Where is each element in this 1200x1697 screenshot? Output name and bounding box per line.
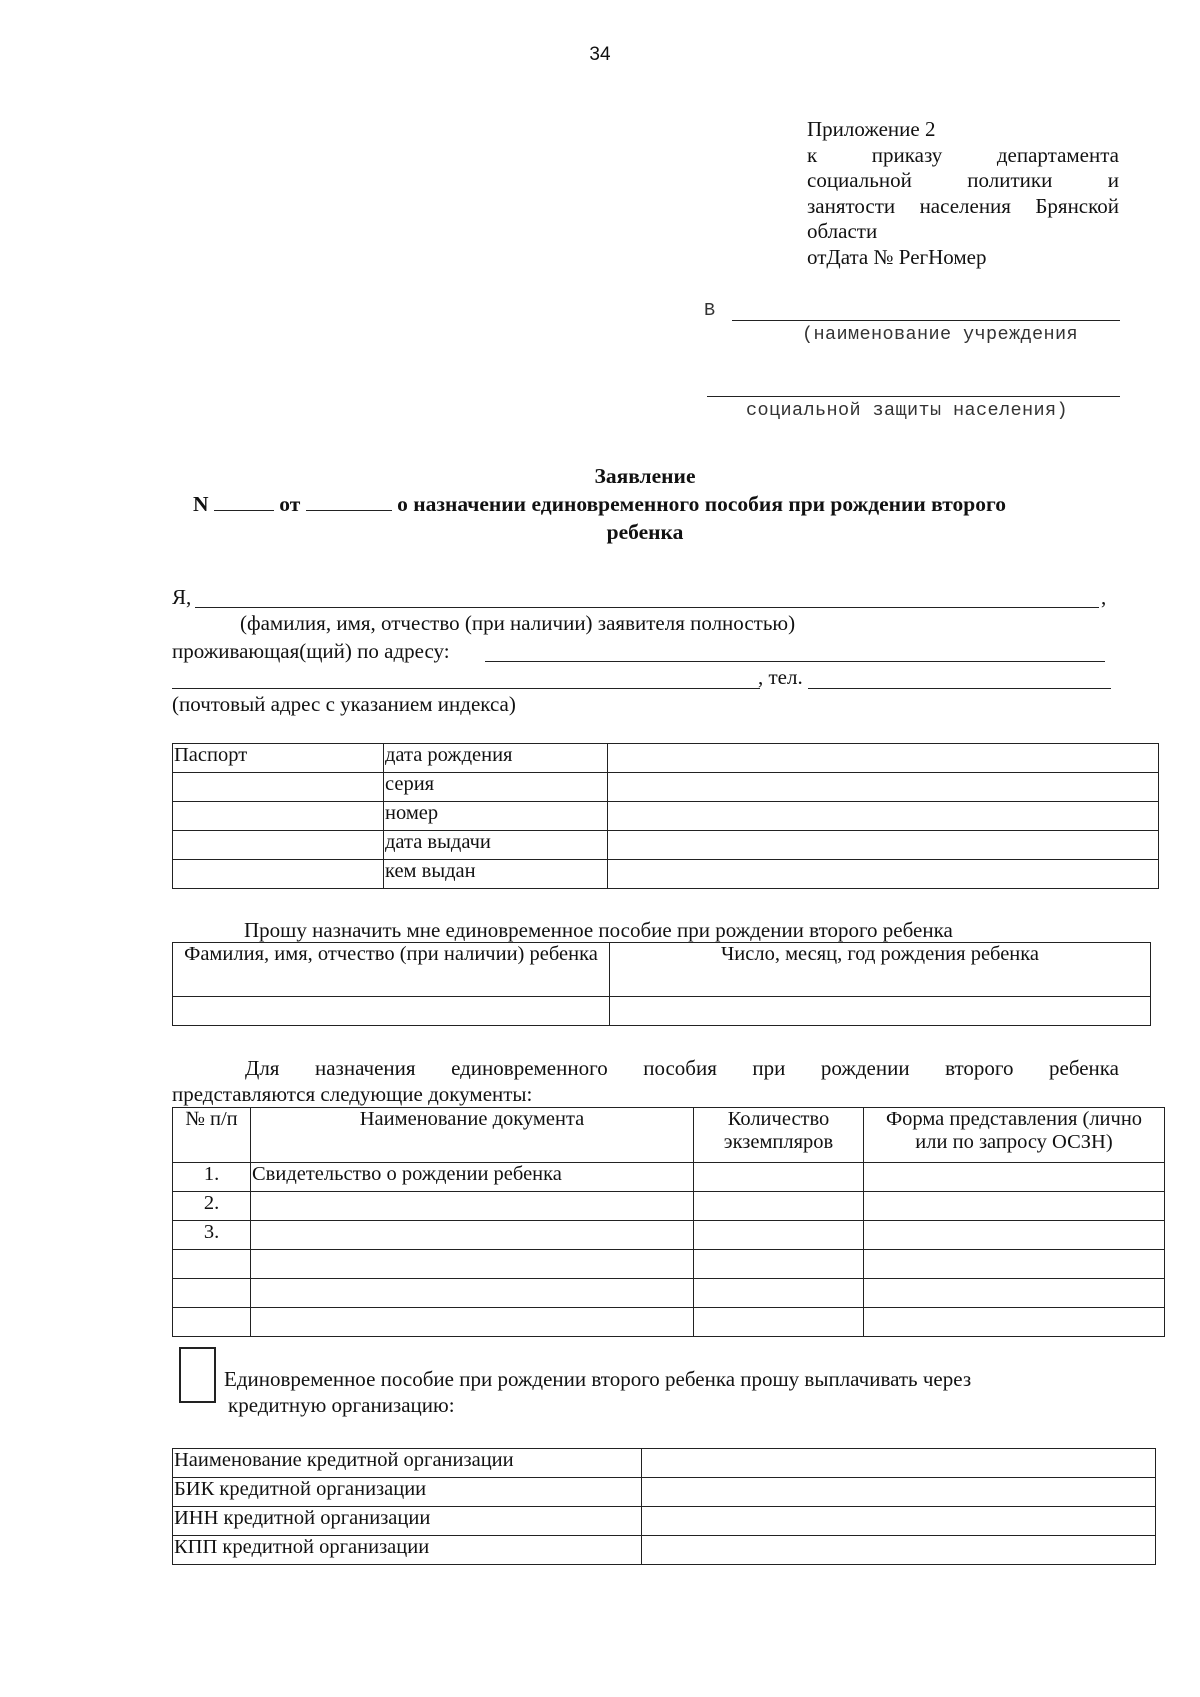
row-num [173,1250,251,1279]
row-form[interactable] [864,1279,1165,1308]
addressee-prefix: В [704,300,716,321]
bank-field-value[interactable] [642,1449,1156,1478]
document-title: Заявление [594,464,696,488]
table-cell [173,831,384,860]
passport-header: Паспорт [173,744,384,773]
institution-caption: (наименование учреждения [802,324,1079,345]
passport-field-label: дата рождения [384,744,608,773]
header-qty-line: экземпляров [723,1131,834,1153]
page-number: 34 [589,44,611,65]
row-num [173,1279,251,1308]
table-row [173,943,1151,997]
payment-text: Единовременное пособие при рождении второго ребенка прошу выплачивать через [224,1367,972,1391]
request-text: Прошу назначить мне единовременное пособие при рождении второго ребенка [244,918,953,942]
address-label: проживающая(щий) по адресу: [172,639,450,663]
row-doc-name: Свидетельство о рождении ребенка [251,1163,694,1192]
row-doc-name[interactable] [251,1308,694,1337]
row-form[interactable] [864,1163,1165,1192]
passport-field-value[interactable] [608,773,1159,802]
passport-table [172,743,1159,889]
passport-field-label: серия [384,773,608,802]
row-qty[interactable] [694,1221,864,1250]
row-form[interactable] [864,1250,1165,1279]
institution-line [732,304,1120,321]
bank-field-label: Наименование кредитной организации [173,1449,642,1478]
row-form[interactable] [864,1308,1165,1337]
table-row [173,1250,1165,1279]
passport-field-value[interactable] [608,860,1159,889]
table-row [173,1221,1165,1250]
table-row [173,997,1151,1026]
table-row [173,1536,1156,1565]
child-birthdate-value[interactable] [610,997,1151,1026]
table-row [173,1108,1165,1163]
header-qty-line: Количество [727,1108,830,1130]
row-num: 3. [173,1221,251,1250]
documents-intro: Для назначения единовременного пособия при рождении второго ребенка [245,1056,1119,1080]
header-num: № п/п [173,1108,251,1163]
child-name-header: Фамилия, имя, отчество (при наличии) ребенка [173,943,610,997]
row-form[interactable] [864,1192,1165,1221]
row-qty[interactable] [694,1250,864,1279]
address-line [485,643,1105,662]
payment-checkbox[interactable] [179,1347,216,1403]
number-blank [214,492,274,511]
table-row [173,1192,1165,1221]
passport-field-label: кем выдан [384,860,608,889]
title-line-3: ребенка [606,520,684,544]
title-line-2 [193,492,1006,517]
bank-field-label: БИК кредитной организации [173,1478,642,1507]
applicant-name-line [195,590,1099,608]
phone-line [808,670,1111,689]
payment-text-2: кредитную организацию: [228,1393,455,1417]
appendix-line: занятости населения Брянской [807,193,1119,218]
row-qty[interactable] [694,1163,864,1192]
table-row [173,1163,1165,1192]
table-row [173,744,1159,773]
passport-field-value[interactable] [608,744,1159,773]
child-name-value[interactable] [173,997,610,1026]
table-row [173,1449,1156,1478]
passport-field-value[interactable] [608,802,1159,831]
title-subject: о назначении единовременного пособия при рождении второго [397,492,1006,516]
appendix-line: к приказу департамента [807,142,1119,167]
passport-field-label: номер [384,802,608,831]
institution-line-2 [707,382,1120,397]
passport-field-value[interactable] [608,831,1159,860]
table-row [173,802,1159,831]
table-cell [173,802,384,831]
row-qty[interactable] [694,1279,864,1308]
bank-field-value[interactable] [642,1478,1156,1507]
header-qty [694,1108,864,1163]
bank-field-label: ИНН кредитной организации [173,1507,642,1536]
header-form-line: или по запросу ОСЗН) [915,1131,1113,1153]
address-caption: (почтовый адрес с указанием индекса) [172,692,516,716]
applicant-i-label: Я, [172,585,192,609]
address-line-2 [172,670,760,689]
table-row [173,831,1159,860]
appendix-line: области [807,219,878,243]
appendix-block [807,117,1119,270]
passport-field-label: дата выдачи [384,831,608,860]
table-row [173,1279,1165,1308]
applicant-comma: , [1101,585,1107,609]
row-doc-name[interactable] [251,1250,694,1279]
row-num: 2. [173,1192,251,1221]
table-row [173,1478,1156,1507]
bank-table [172,1448,1156,1565]
bank-field-value[interactable] [642,1507,1156,1536]
table-cell [173,773,384,802]
documents-intro-2: представляются следующие документы: [172,1082,533,1106]
appendix-title: Приложение 2 [807,117,936,141]
institution-caption-2: социальной защиты населения) [746,400,1069,421]
table-cell [173,860,384,889]
table-row [173,773,1159,802]
row-qty[interactable] [694,1192,864,1221]
table-row [173,860,1159,889]
header-form [864,1108,1165,1163]
row-doc-name[interactable] [251,1279,694,1308]
appendix-line: социальной политики и [807,168,1119,192]
phone-label: , тел. [758,665,803,689]
row-doc-name[interactable] [251,1221,694,1250]
appendix-date-number: отДата № РегНомер [807,244,987,269]
number-label: N [193,492,209,516]
applicant-name-caption: (фамилия, имя, отчество (при наличии) заявителя полностью) [240,611,796,635]
table-row [173,1507,1156,1536]
bank-field-value[interactable] [642,1536,1156,1565]
bank-field-label: КПП кредитной организации [173,1536,642,1565]
row-num [173,1308,251,1337]
row-doc-name[interactable] [251,1192,694,1221]
header-form-line: Форма представления (лично [885,1108,1143,1130]
child-birthdate-header: Число, месяц, год рождения ребенка [610,943,1151,997]
row-form[interactable] [864,1221,1165,1250]
table-row [173,1308,1165,1337]
row-qty[interactable] [694,1308,864,1337]
child-table [172,942,1151,1026]
row-num: 1. [173,1163,251,1192]
from-label: от [279,492,301,516]
date-blank [306,492,392,511]
documents-table [172,1107,1165,1337]
header-doc-name: Наименование документа [251,1108,694,1163]
